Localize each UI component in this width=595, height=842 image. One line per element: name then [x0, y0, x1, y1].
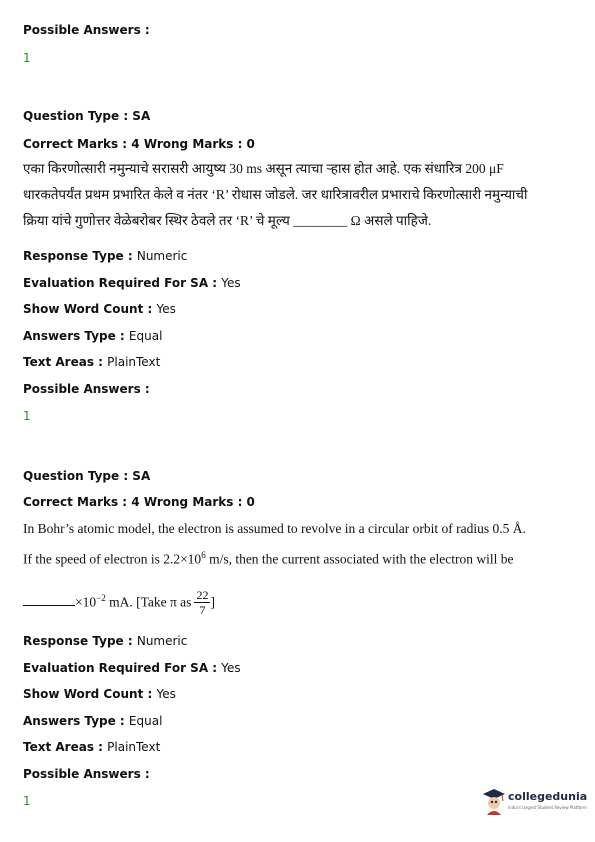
question-text-line: एका किरणोत्सारी नमुन्याचे सरासरी आयुष्य 30 ms असून त्याचा ऱ्हास होत आहे. एक संधारित्र 200 μF: [23, 161, 504, 176]
collegedunia-logo: [482, 788, 588, 818]
question-type: Question Type : SA: [23, 469, 151, 483]
question-text-line: In Bohr’s atomic model, the electron is assumed to revolve in a circular orbit of radius 0.5 Å.: [23, 521, 526, 536]
marks-line: Correct Marks : 4 Wrong Marks : 0: [23, 137, 255, 151]
answers-type: Answers Type : Equal: [23, 714, 163, 728]
response-type: Response Type : Numeric: [23, 249, 188, 263]
logo-tagline: India's largest Student Review Platform: [508, 805, 587, 810]
possible-answers-label: Possible Answers :: [23, 767, 150, 781]
question-text: [23, 516, 526, 618]
response-type: Response Type : Numeric: [23, 634, 188, 648]
question-text-line: If the speed of electron is $2.2\times 10^6$ m/s, then the current associated with the electron will be: [23, 550, 514, 567]
evaluation-required: Evaluation Required For SA : Yes: [23, 276, 241, 290]
question-text: [23, 156, 528, 234]
show-word-count: Show Word Count : Yes: [23, 302, 176, 316]
question-text-line: क्रिया यांचे गुणोत्तर वेळेबरोबर स्थिर ठेवले तर ‘R’ चे मूल्य ________ Ω असले पाहिजे.: [23, 213, 432, 228]
logo-name: collegedunia: [508, 790, 588, 803]
text-areas: Text Areas : PlainText: [23, 355, 161, 369]
possible-answers-label: Possible Answers :: [23, 382, 150, 396]
possible-answer-value: 1: [23, 794, 31, 808]
question-text-line: धारकतेपर्यंत प्रथम प्रभारित केले व नंतर ‘R’ रोधास जोडले. जर धारित्रावरील प्रभाराचे किरणोत्सारी नमुन्याची: [23, 187, 528, 202]
possible-answers-label: Possible Answers :: [23, 23, 150, 37]
question-type: Question Type : SA: [23, 109, 151, 123]
possible-answer-value: 1: [23, 409, 31, 423]
question-text-line: $\times 10^{-2}$ mA. [Take π as $\frac{22}{7}$ ]: [23, 585, 463, 618]
marks-line: Correct Marks : 4 Wrong Marks : 0: [23, 495, 255, 509]
answer-blank: [23, 593, 75, 606]
possible-answer-value: 1: [23, 51, 31, 65]
fraction: $\frac{22}{7}$: [196, 588, 209, 618]
text-areas: Text Areas : PlainText: [23, 740, 161, 754]
evaluation-required: Evaluation Required For SA : Yes: [23, 661, 241, 675]
mascot-icon: [482, 788, 506, 816]
answers-type: Answers Type : Equal: [23, 329, 163, 343]
show-word-count: Show Word Count : Yes: [23, 687, 176, 701]
